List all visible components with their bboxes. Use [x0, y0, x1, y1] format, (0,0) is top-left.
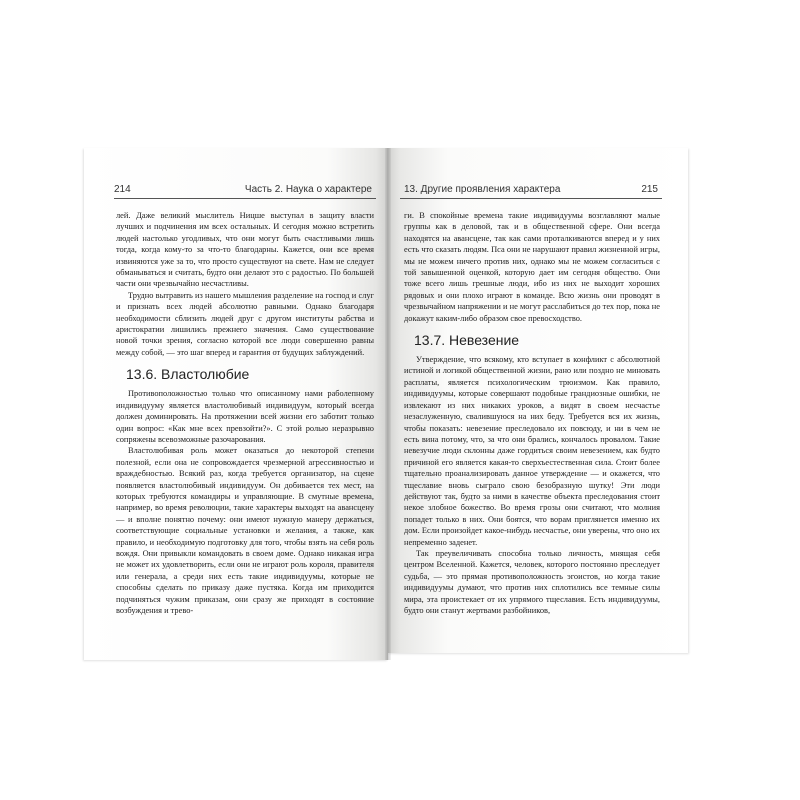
paragraph: Трудно вытравить из нашего мышления разделение на господ и слуг и признать всех людей абсолютно равными. Однако благодаря необходимости сблизить людей друг с другом институты рабства и аристократии лишились прежнего значения. Само существование новой точки зрения, согласно которой все люди совершенно равны между собой, — это шаг вперед и гарантия от будущих заблуждений.: [116, 290, 374, 357]
left-running-head-title: Часть 2. Наука о характере: [244, 184, 372, 195]
left-body-text: [116, 210, 374, 616]
left-page: [84, 148, 388, 660]
paragraph: Противоположностью только что описанному нами раболепному индивидууму является властолюбивый индивидуум, который всегда должен доминировать. На протяжении всей жизни его заботит только один вопрос: «Как мне всех превзойти?». С этой ролью неразрывно сопряжены всевозможные разочарования.: [116, 389, 374, 444]
paragraph: Властолюбивая роль может оказаться до некоторой степени полезной, если она не сопровождается чрезмерной агрессивностью и враждебностью. Всякий раз, когда требуется организатор, на сцене появляется властолюбивый индивидуум. Он добивается тех мест, на которых требуются командиры и управляющие. В смутные времена, например, во время революции, такие характеры выходят на авансцену — и вполне понятно почему: они имеют нужную манеру держаться, соответствующие социальные установки и желания, а также, как правило, и необходимую подготовку для того, чтобы взять на себя роль вождя. Они привыкли командовать в своем доме. Однако никакая игра не может их удовлетворить, если они не играют роль короля, правителя или генерала, а среди них есть такие индивидуумы, которые не способны сделать по приказу даже пустяка. Когда им приходится подчиняться чужим приказам, они сразу же приходят в состояние возбуждения и трево-: [116, 446, 374, 615]
left-running-head: [114, 184, 372, 198]
right-header-rule: [400, 198, 662, 199]
left-page-number: 214: [114, 184, 131, 195]
open-book: [84, 148, 702, 660]
left-header-rule: [114, 198, 376, 199]
paragraph: Так преувеличивать способна только личность, мнящая себя центром Вселенной. Кажется, человек, которого постоянно преследует судьба, — это прямая противоположность эгоистов, но когда такие индивидуумы думают, что против них сплотились все темные силы мира, эта проистекает от их упрямого тщеславия. Есть индивидуумы, будто они станут жертвами разбойников,: [404, 548, 660, 615]
right-body-text: [404, 210, 660, 616]
paragraph: лей. Даже великий мыслитель Ницше выступал в защиту власти лучших и подчинения им всех остальных. И сегодня можно встретить людей настолько угодливых, что они могут быть счастливыми лишь тогда, когда кому-то за что-то благодарны. Кажется, они все время извиняются уже за то, что просто существуют на свете. Нам не следует обманываться и считать, будто они делают это с радостью. По большей части они чрезвычайно несчастливы.: [116, 211, 374, 289]
book-gutter: [385, 148, 391, 660]
section-heading: 13.6. Властолюбие: [126, 366, 250, 383]
right-page: [388, 148, 688, 653]
paragraph: Утверждение, что всякому, кто вступает в конфликт с абсолютной истиной и логикой общественной жизни, рано или поздно не миновать расплаты, является психологическим трюизмом. Как правило, индивидуумы, которые совершают подобные грандиозные ошибки, не извлекают из них никаких уроков, а видят в своем несчастье незаслуженную, свалившуюся на них беду. Требуется вся их жизнь, чтобы показать: невезение преследовало их повсюду, и ни в чем не есть вина потому, что, за что они брались, кончалось провалом. Такие невезучие люди склонны даже гордиться своим невезением, как будто причиной его является какая-то сверхъестественная сила. Стоит более тщательно проанализировать данное утверждение — и окажется, что тщеславие вновь сыграло свою безобразную шутку! Эти люди действуют так, будто за ними в качестве объекта преследования стоит некое злобное божество. Во время грозы они считают, что молния попадет только в них. Они боятся, что ворам приглянется именно их дом. Если произойдет какое-нибудь несчастье, они уверены, что оно их непременно заденет.: [404, 355, 660, 547]
right-page-number: 215: [641, 184, 658, 195]
section-heading: 13.7. Невезение: [414, 332, 520, 349]
right-running-head-title: 13. Другие проявления характера: [404, 184, 561, 195]
right-running-head: [404, 184, 658, 198]
paragraph: ги. В спокойные времена такие индивидуумы возглавляют малые группы как в деловой, так и в общественной сфере. Они всегда находятся на авансцене, так как сами проталкиваются вперед и у них есть что сказать людям. Пса они не нарушают правил жизненной игры, мы не можем ничего против них, однако мы не можем согласиться с той завышенной оценкой, которую дает им сегодня общество. Они тоже всего лишь грешные люди, ибо из них не выходит хороших рядовых и они плохо играют в команде. Всю жизнь они проводят в чрезвычайном напряжении и не могут расслабиться до тех пор, пока не докажут каким-либо образом свое превосходство.: [404, 211, 660, 323]
